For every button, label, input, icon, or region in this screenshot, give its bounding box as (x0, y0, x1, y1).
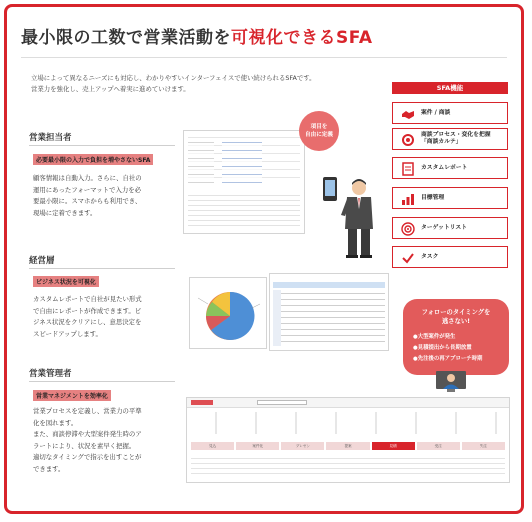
body-line: 化を図れます。 (33, 418, 78, 427)
body-line: カスタムレポートで自社が見たい形式 (33, 295, 142, 303)
body-line: スピードアップします。 (33, 329, 102, 338)
custom-field-bubble (299, 111, 339, 151)
body-line: 適切なタイミングで指示を出すことが (33, 453, 142, 461)
section-divider (29, 381, 175, 382)
body-line: 顧客情報は自動入力。さらに、自社の (33, 174, 142, 182)
pie-chart-graphic (190, 278, 266, 348)
bar-chart-icon (401, 191, 415, 205)
feature-panel-title: SFA機能 (392, 82, 508, 94)
body-line: できます。 (33, 464, 65, 473)
section-divider (29, 268, 175, 269)
section-tag: 必要最小限の入力で負担を増やさないSFA (33, 154, 153, 165)
intro-line: 営業力を強化し、売上アップへ着実に進めていけます。 (31, 85, 190, 93)
feature-item (392, 246, 508, 268)
target-icon (401, 221, 415, 235)
bubble-line: 項目を (310, 124, 328, 130)
body-line: 要最小限に。スマホからも利用でき、 (33, 197, 142, 205)
section-body (33, 294, 173, 340)
callout-heading-line: 逃さない! (441, 318, 471, 325)
body-line: また、商談停滞や大型案件発生時のア (33, 430, 142, 438)
feature-label: 案件 / 商談 (421, 109, 451, 116)
title-main: 最小限の工数で営業活動を (21, 28, 231, 48)
feature-item (392, 128, 508, 150)
handshake-icon (401, 106, 415, 120)
feature-label: 商談プロセス・変化を把握 「商談カルテ」 (421, 132, 491, 145)
section-tag: ビジネス状況を可視化 (33, 276, 99, 287)
body-line: 営業プロセスを定義し、営業力の平準 (33, 407, 142, 415)
pipeline-stage: 見積 (372, 442, 415, 450)
form-rows (188, 137, 300, 187)
pipeline-stage: 失注 (462, 442, 505, 450)
body-line: 現場に定着できます。 (33, 208, 97, 217)
title-divider (21, 57, 507, 58)
feature-item (392, 157, 508, 179)
feature-item (392, 102, 508, 124)
intro-text (31, 73, 381, 95)
body-line: ラートにより、状況を素早く把握。 (33, 441, 136, 450)
report-icon (401, 161, 415, 175)
feature-label: タスク (421, 253, 439, 260)
section-heading-sales-manager: 営業管理者 (29, 369, 72, 379)
callout-heading-line: フォローのタイミングを (421, 309, 491, 316)
smartphone-image (323, 177, 337, 201)
callout-heading (403, 307, 509, 325)
callout-item: ●見積提出から長期放置 (413, 345, 472, 351)
pipeline-stage: 提案 (326, 442, 369, 450)
section-tag: 営業マネジメントを効率化 (33, 390, 111, 401)
bubble-line: 自由に定義 (305, 132, 333, 138)
intro-line: 立場によって異なるニーズにも対応し、わかりやすいインターフェイスで使い続けられるSFAです。 (31, 74, 316, 82)
feature-label: ターゲットリスト (421, 224, 468, 231)
feature-item (392, 187, 508, 209)
section-heading-sales-rep: 営業担当者 (29, 133, 72, 143)
page-title (21, 23, 373, 48)
section-heading-management: 経営層 (29, 256, 55, 266)
callout-item: ●先注後の再アプローチ時期 (413, 356, 483, 362)
report-chart-screenshot (189, 277, 267, 349)
section-divider (29, 145, 175, 146)
report-table-screenshot (269, 273, 389, 351)
businessman-illustration (337, 179, 381, 259)
main-frame (4, 4, 524, 514)
callout-item: ●大型案件が発生 (413, 334, 456, 340)
body-line: 運用にあったフォーマットで入力を必 (33, 185, 141, 194)
customer-form-screenshot (183, 130, 305, 234)
check-icon (401, 250, 415, 264)
feature-label: 目標管理 (421, 194, 445, 201)
section-body (33, 173, 173, 219)
form-detail-area (188, 191, 300, 229)
body-line: で自由にレポートが作成できます。ビ (33, 306, 142, 315)
pipeline-stage: 案件化 (236, 442, 279, 450)
process-icon (401, 132, 415, 146)
pipeline-screenshot (186, 397, 510, 483)
pipeline-stage: プレゼン (281, 442, 324, 450)
monitor-person-illustration (435, 367, 467, 393)
section-body (33, 406, 173, 475)
feature-label: カスタムレポート (421, 164, 468, 171)
follow-timing-callout (403, 299, 509, 375)
pipeline-stage: 受注 (417, 442, 460, 450)
feature-item (392, 217, 508, 239)
title-highlight: 可視化できるSFA (231, 28, 373, 48)
pipeline-stage-bar (191, 442, 505, 450)
pipeline-stage: 見込 (191, 442, 234, 450)
body-line: ジネス状況をクリアにし、意思決定を (33, 318, 142, 326)
